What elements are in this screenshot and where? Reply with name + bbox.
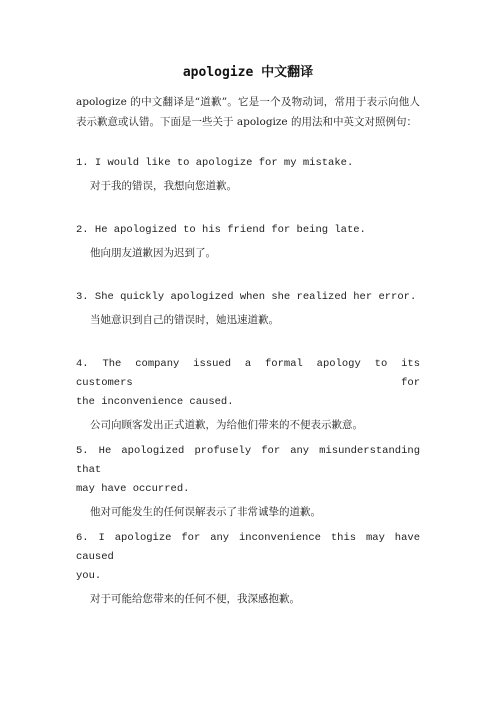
example-english-line1: 5. He apologized profusely for any misunderstanding that [76, 445, 420, 476]
example-chinese: 公司向顾客发出正式道歉，为给他们带来的不便表示歉意。 [90, 419, 363, 431]
example-chinese: 他向朋友道歉因为迟到了。 [90, 247, 216, 259]
example-english-line1: 4. The company issued a formal apology to its customers for [76, 358, 420, 389]
example-english-line2: the inconvenience caused. [76, 396, 234, 408]
example-english-line2: you. [76, 570, 102, 582]
example-english: 3. She quickly apologized when she realized her error. [76, 291, 417, 303]
example-item [76, 154, 420, 196]
document-title: apologize 中文翻译 [182, 65, 314, 80]
example-item [76, 529, 420, 609]
example-english: 1. I would like to apologize for my mistake. [76, 157, 354, 169]
example-item [76, 288, 420, 330]
example-item [76, 221, 420, 263]
example-english-line1: 6. I apologize for any inconvenience this may have caused [76, 532, 420, 563]
example-item [76, 355, 420, 435]
example-item [76, 442, 420, 522]
intro-paragraph: apologize 的中文翻译是“道歉”。它是一个及物动词，常用于表示向他人表示歉意或认错。下面是一些关于 apologize 的用法和中英文对照例句： [76, 96, 420, 128]
example-chinese: 对于我的错误，我想向您道歉。 [90, 180, 237, 192]
example-english: 2. He apologized to his friend for being late. [76, 224, 366, 236]
example-chinese: 当她意识到自己的错误时，她迅速道歉。 [90, 314, 279, 326]
example-chinese: 对于可能给您带来的任何不便，我深感抱歉。 [90, 593, 300, 605]
example-english-line2: may have occurred. [76, 483, 190, 495]
example-chinese: 他对可能发生的任何误解表示了非常诚挚的道歉。 [90, 506, 321, 518]
